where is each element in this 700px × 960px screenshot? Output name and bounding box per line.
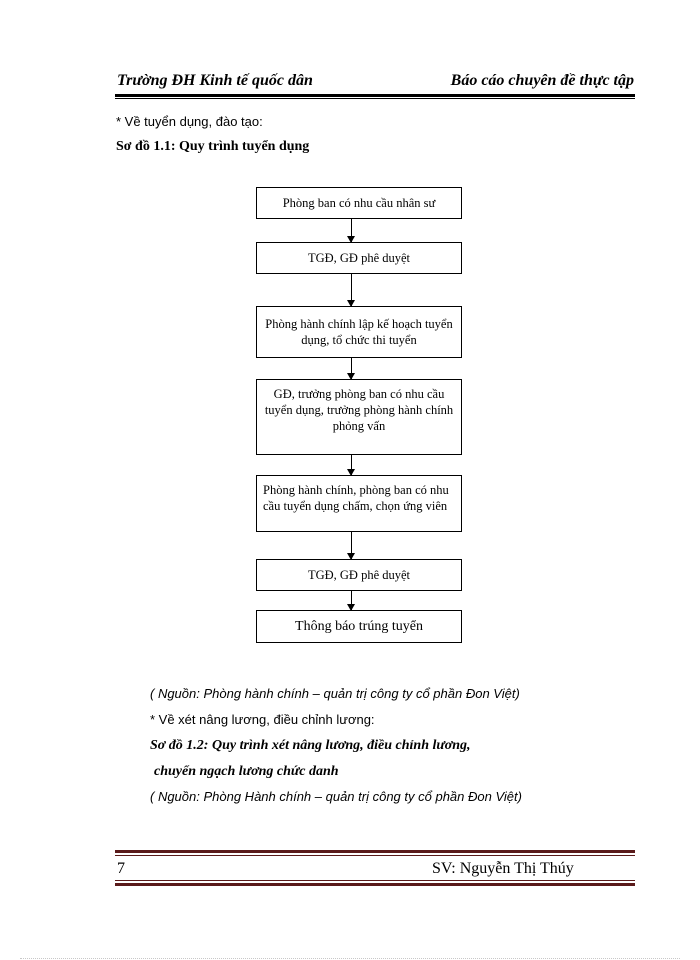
source-note-2: ( Nguồn: Phòng Hành chính – quản trị công ty cổ phần Đon Việt) [150,789,522,804]
footer-rule-thick-bottom [115,883,635,886]
flow-step-4: GĐ, trưởng phòng ban có nhu cầu tuyển dụng, trưởng phòng hành chính phỏng vấn [256,379,462,455]
footer-rule-thick [115,850,635,853]
header-report-title: Báo cáo chuyên đề thực tập [450,72,634,89]
flow-step-2: TGĐ, GĐ phê duyệt [256,242,462,274]
header-rule-thick [115,94,635,97]
flow-step-7: Thông báo trúng tuyển [256,610,462,643]
diagram2-title-line1: Sơ đồ 1.2: Quy trình xét nâng lương, điều chỉnh lương, [150,738,471,753]
page-edge-dotted-line [20,958,680,959]
flow-step-6: TGĐ, GĐ phê duyệt [256,559,462,591]
student-name: SV: Nguyễn Thị Thúy [432,860,574,877]
flow-step-1: Phòng ban có nhu cầu nhân sư [256,187,462,219]
footer-rule-thin-bottom [115,880,635,881]
diagram-title: Sơ đồ 1.1: Quy trình tuyển dụng [116,139,310,154]
header-rule-thin [115,98,635,99]
flow-arrow-6 [351,591,352,610]
flow-step-5: Phòng hành chính, phòng ban có nhu cầu tuyển dụng chấm, chọn ứng viên [256,475,462,532]
flow-arrow-5 [351,532,352,559]
footer-rule-thin [115,855,635,856]
flow-arrow-4 [351,455,352,475]
flow-arrow-2 [351,274,352,306]
header-school: Trường ĐH Kinh tế quốc dân [117,72,313,89]
section-intro-recruitment: * Về tuyển dụng, đào tạo: [116,114,263,129]
flow-arrow-1 [351,219,352,242]
flow-arrow-3 [351,358,352,379]
source-note-1: ( Nguồn: Phòng hành chính – quản trị công ty cổ phần Đon Việt) [150,686,520,701]
section-intro-salary: * Về xét nâng lương, điều chỉnh lương: [150,712,375,727]
page-number: 7 [117,860,125,877]
flow-step-3: Phòng hành chính lập kế hoạch tuyển dụng, tổ chức thi tuyển [256,306,462,358]
diagram2-title-line2: chuyển ngạch lương chức danh [154,764,339,779]
